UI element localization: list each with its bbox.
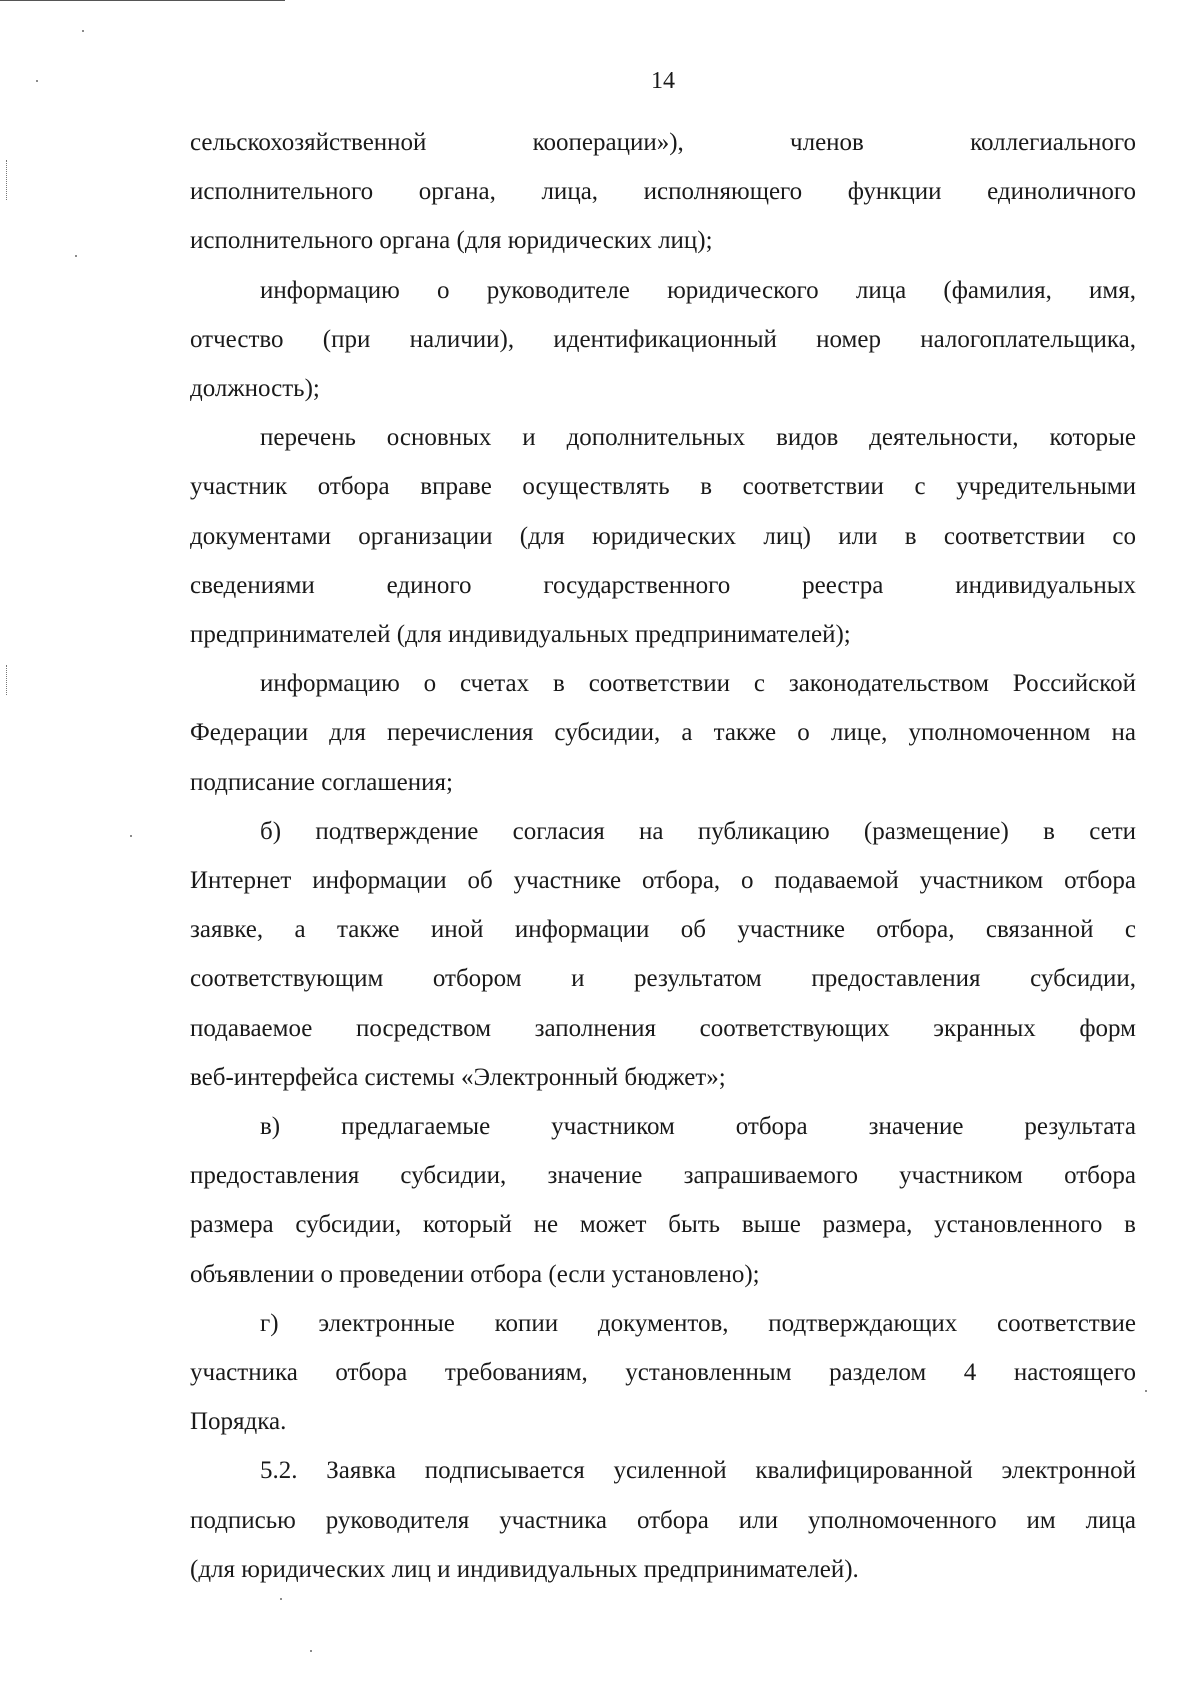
text-line: Интернет информации об участнике отбора, о подаваемой участником отбора — [190, 867, 1136, 895]
text-line: заявке, а также иной информации об участнике отбора, связанной с — [190, 916, 1136, 944]
text-line: веб-интерфейса системы «Электронный бюджет»; — [190, 1063, 726, 1091]
paragraph — [190, 413, 1136, 659]
text-line: должность); — [190, 375, 320, 403]
text-line: участника отбора требованиям, установленным разделом 4 настоящего — [190, 1359, 1136, 1387]
text-line: отчество (при наличии), идентификационный номер налогоплательщика, — [190, 325, 1136, 353]
text-line: б) подтверждение согласия на публикацию (размещение) в сети — [260, 817, 1136, 845]
text-line: 5.2. Заявка подписывается усиленной квалифицированной электронной — [260, 1457, 1136, 1485]
paragraph — [190, 118, 1136, 266]
paragraph — [190, 1299, 1136, 1447]
scan-speck — [130, 835, 132, 837]
text-line: в) предлагаемые участником отбора значение результата — [260, 1113, 1136, 1141]
text-line: сельскохозяйственной кооперации»), членов коллегиального — [190, 129, 1136, 156]
page-number: 14 — [651, 68, 675, 94]
text-line: подаваемое посредством заполнения соответствующих экранных форм — [190, 1014, 1136, 1042]
margin-mark — [6, 160, 7, 200]
text-line: Федерации для перечисления субсидии, а также о лице, уполномоченном на — [190, 719, 1136, 747]
text-line: участник отбора вправе осуществлять в соответствии с учредительными — [190, 473, 1136, 501]
text-line: подписью руководителя участника отбора или уполномоченного им лица — [190, 1506, 1136, 1534]
text-line: документами организации (для юридических лиц) или в соответствии со — [190, 522, 1136, 550]
paragraph — [190, 659, 1136, 807]
text-line: предоставления субсидии, значение запрашиваемого участником отбора — [190, 1162, 1136, 1190]
text-line: сведениями единого государственного реестра индивидуальных — [190, 571, 1136, 599]
text-line: объявлении о проведении отбора (если установлено); — [190, 1260, 760, 1288]
margin-mark — [6, 665, 7, 695]
scan-speck — [310, 1650, 312, 1652]
text-line: Порядка. — [190, 1408, 287, 1436]
paragraph — [190, 1102, 1136, 1299]
text-line: соответствующим отбором и результатом предоставления субсидии, — [190, 965, 1136, 993]
text-line: подписание соглашения; — [190, 768, 453, 796]
scan-speck — [1145, 1390, 1147, 1392]
paragraph — [190, 266, 1136, 414]
paragraph — [190, 807, 1136, 1102]
scan-speck — [280, 1598, 282, 1600]
scan-speck — [75, 255, 77, 257]
text-line: размера субсидии, который не может быть выше размера, установленного в — [190, 1211, 1136, 1239]
text-line: информацию о руководителе юридического лица (фамилия, имя, — [260, 276, 1136, 304]
text-line: исполнительного органа, лица, исполняющего функции единоличного — [190, 178, 1136, 206]
text-line: г) электронные копии документов, подтверждающих соответствие — [260, 1309, 1136, 1337]
text-line: информацию о счетах в соответствии с законодательством Российской — [260, 670, 1136, 698]
document-body — [190, 118, 1136, 1594]
scan-speck — [82, 30, 84, 32]
paragraph — [190, 1446, 1136, 1594]
top-rule-divider — [0, 0, 285, 1]
text-line: предпринимателей (для индивидуальных предпринимателей); — [190, 621, 851, 649]
text-line: (для юридических лиц и индивидуальных предпринимателей). — [190, 1555, 859, 1583]
text-line: перечень основных и дополнительных видов деятельности, которые — [260, 424, 1136, 452]
text-line: исполнительного органа (для юридических лиц); — [190, 227, 713, 255]
